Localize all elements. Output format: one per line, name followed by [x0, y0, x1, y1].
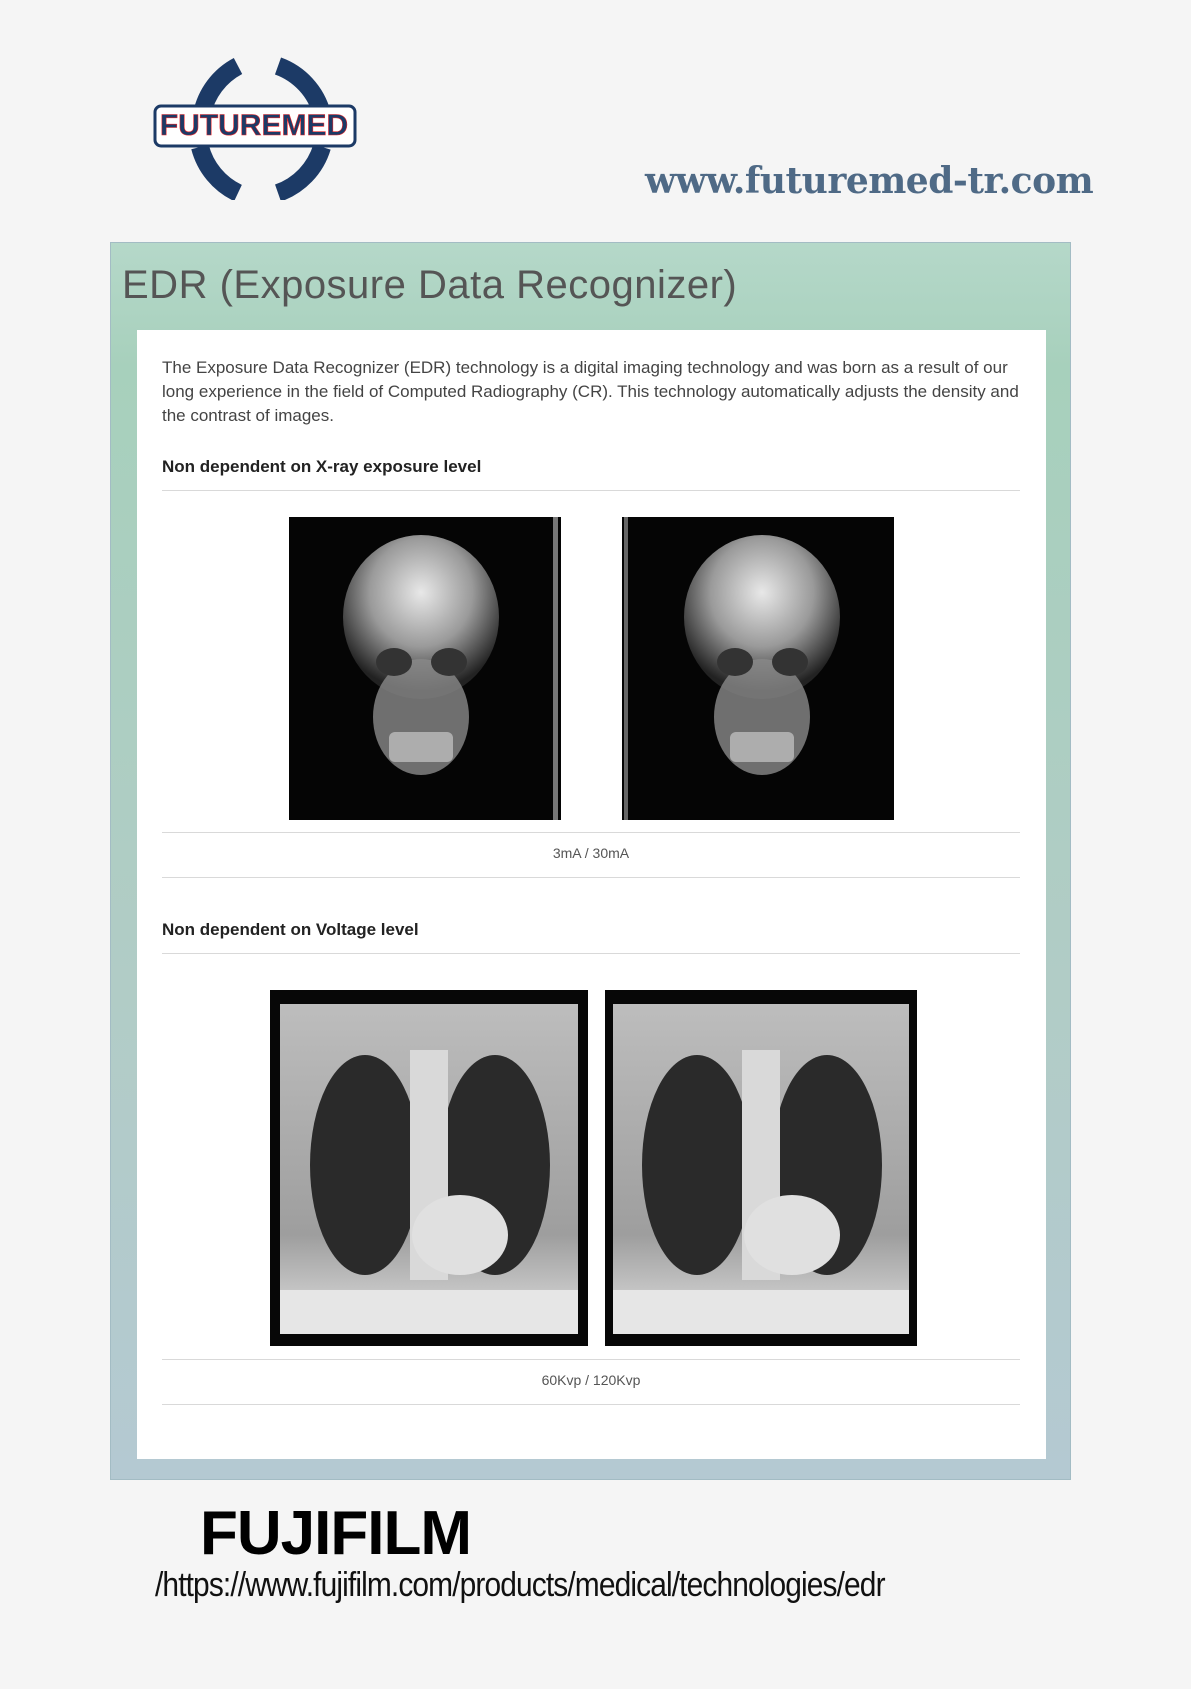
section-heading-voltage: Non dependent on Voltage level [162, 920, 1020, 954]
divider [162, 1359, 1020, 1360]
source-url[interactable]: /https://www.fujifilm.com/products/medical/technologies/edr [155, 1566, 885, 1604]
page-title: EDR (Exposure Data Recognizer) [122, 263, 738, 307]
content-card [137, 330, 1046, 1459]
divider [162, 832, 1020, 833]
caption-exposure: 3mA / 30mA [552, 845, 630, 861]
logo-text: FUTUREMED [159, 109, 349, 142]
edr-panel [110, 242, 1071, 1480]
skull-xray-image-low [289, 517, 561, 820]
chest-xray-image-60kvp [270, 990, 588, 1346]
chest-xray-image-120kvp [605, 990, 917, 1346]
section-heading-exposure: Non dependent on X-ray exposure level [162, 457, 1020, 491]
skull-xray-image-high [622, 517, 894, 820]
divider [162, 877, 1020, 878]
divider [162, 1404, 1020, 1405]
intro-paragraph: The Exposure Data Recognizer (EDR) technology is a digital imaging technology and was born as a result of our long experience in the field of Computed Radiography (CR). This technology automatically adjusts the density and the contrast of images. [162, 358, 1019, 425]
futuremed-logo [150, 50, 360, 200]
website-url[interactable]: www.futuremed-tr.com [645, 160, 1094, 202]
fujifilm-logo: FUJIFILM [200, 1499, 471, 1568]
caption-voltage: 60Kvp / 120Kvp [541, 1372, 641, 1388]
